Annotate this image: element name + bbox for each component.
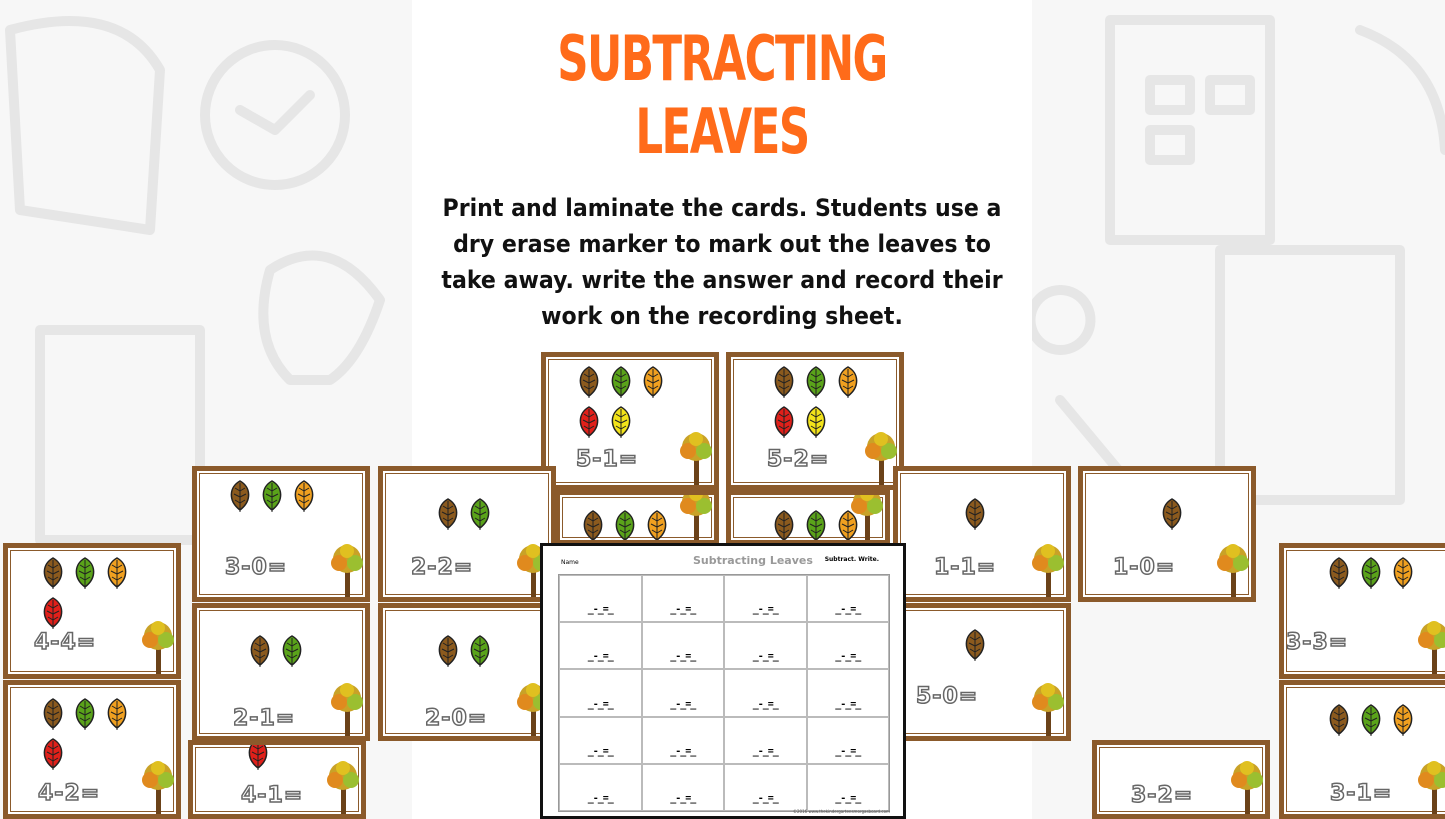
leaf-icon xyxy=(72,697,98,731)
leaf-icon xyxy=(40,737,66,771)
leaf-icon xyxy=(1326,556,1352,590)
sheet-cell: _-_=_ xyxy=(807,575,890,622)
autumn-tree-icon xyxy=(1229,758,1265,814)
card-equation: 4-2= xyxy=(38,781,101,806)
instructions-text: Print and laminate the cards. Students use a dry erase marker to mark out the leaves to take away. write the answer and record their work on the recording sheet. xyxy=(441,194,1003,330)
sheet-cell: _-_=_ xyxy=(724,717,807,764)
leaf-icon xyxy=(227,479,253,513)
task-card xyxy=(726,352,904,490)
leaf-icon xyxy=(644,509,670,543)
sheet-cell: _-_=_ xyxy=(559,622,642,669)
leaf-icon xyxy=(467,497,493,531)
autumn-tree-icon xyxy=(678,429,714,485)
task-card xyxy=(893,466,1071,602)
leaf-icon xyxy=(104,556,130,590)
leaf-icon xyxy=(1358,703,1384,737)
task-card xyxy=(541,352,719,490)
sheet-cell: _-_=_ xyxy=(559,764,642,811)
card-equation: 3-2= xyxy=(1131,783,1194,808)
sheet-cell: _-_=_ xyxy=(642,717,725,764)
task-card xyxy=(893,603,1071,741)
card-equation: 3-0= xyxy=(225,555,288,580)
leaf-icon xyxy=(245,740,271,771)
task-card xyxy=(192,603,370,741)
sheet-cell: _-_=_ xyxy=(807,622,890,669)
card-equation: 4-1= xyxy=(241,783,304,808)
autumn-tree-icon xyxy=(1215,541,1251,597)
card-leaves xyxy=(771,365,881,439)
sheet-cell: _-_=_ xyxy=(807,669,890,716)
card-equation: 5-1= xyxy=(576,447,639,472)
card-equation: 2-1= xyxy=(233,706,296,731)
task-card xyxy=(3,543,181,679)
sheet-instructions: Subtract. Write. xyxy=(824,556,879,563)
card-leaves xyxy=(1326,703,1436,737)
leaf-icon xyxy=(247,634,273,668)
leaf-icon xyxy=(771,365,797,399)
leaf-icon xyxy=(104,697,130,731)
leaf-icon xyxy=(771,509,797,543)
leaf-icon xyxy=(40,556,66,590)
leaf-icon xyxy=(962,497,988,531)
card-leaves xyxy=(580,509,690,543)
autumn-tree-icon xyxy=(1030,680,1066,736)
leaf-icon xyxy=(259,479,285,513)
leaf-icon xyxy=(40,596,66,630)
card-equation: 3-1= xyxy=(1330,781,1393,806)
sheet-cell: _-_=_ xyxy=(807,717,890,764)
autumn-tree-icon xyxy=(849,490,885,540)
leaf-icon xyxy=(1358,556,1384,590)
leaf-icon xyxy=(608,405,634,439)
task-card xyxy=(1279,543,1445,679)
leaf-icon xyxy=(435,634,461,668)
leaf-icon xyxy=(803,365,829,399)
sheet-cell: _-_=_ xyxy=(807,764,890,811)
leaf-icon xyxy=(279,634,305,668)
leaf-icon xyxy=(72,556,98,590)
sheet-cell: _-_=_ xyxy=(559,717,642,764)
leaf-icon xyxy=(612,509,638,543)
leaf-icon xyxy=(835,365,861,399)
card-leaves xyxy=(962,628,1071,662)
leaf-icon xyxy=(435,497,461,531)
autumn-tree-icon xyxy=(329,680,365,736)
sheet-cell: _-_=_ xyxy=(724,669,807,716)
leaf-icon xyxy=(1390,703,1416,737)
task-card xyxy=(378,466,556,602)
card-equation: 5-0= xyxy=(916,684,979,709)
card-leaves xyxy=(40,556,150,630)
leaf-icon xyxy=(576,405,602,439)
leaf-icon xyxy=(291,479,317,513)
sheet-cell: _-_=_ xyxy=(642,669,725,716)
autumn-tree-icon xyxy=(140,618,176,674)
recording-sheet xyxy=(540,543,906,819)
card-leaves xyxy=(962,497,1071,531)
leaf-icon xyxy=(640,365,666,399)
card-leaves xyxy=(227,479,337,513)
autumn-tree-icon xyxy=(325,758,361,814)
leaf-icon xyxy=(467,634,493,668)
leaf-icon xyxy=(576,365,602,399)
leaf-icon xyxy=(580,509,606,543)
card-equation: 1-1= xyxy=(934,555,997,580)
card-leaves xyxy=(435,634,545,668)
sheet-cell: _-_=_ xyxy=(559,575,642,622)
sheet-footer: ©2016 www.thekindergartensmorgasboard.com xyxy=(793,809,890,814)
task-card xyxy=(188,740,366,819)
card-equation: 4-4= xyxy=(34,630,97,655)
sheet-cell: _-_=_ xyxy=(642,575,725,622)
card-leaves xyxy=(40,697,150,771)
card-leaves xyxy=(1326,556,1436,590)
sheet-cell: _-_=_ xyxy=(724,622,807,669)
sheet-name-label: Name xyxy=(561,559,579,566)
page-title: SUBTRACTING LEAVES xyxy=(557,22,887,168)
sheet-cell: _-_=_ xyxy=(642,622,725,669)
sheet-cell: _-_=_ xyxy=(642,764,725,811)
card-equation: 1-0= xyxy=(1113,555,1176,580)
task-card xyxy=(192,466,370,602)
card-leaves xyxy=(435,497,545,531)
card-equation: 2-2= xyxy=(411,555,474,580)
leaf-icon xyxy=(608,365,634,399)
sheet-cell: _-_=_ xyxy=(724,764,807,811)
sheet-cell: _-_=_ xyxy=(559,669,642,716)
autumn-tree-icon xyxy=(1416,758,1445,814)
card-leaves xyxy=(576,365,686,439)
leaf-icon xyxy=(1159,497,1185,531)
autumn-tree-icon xyxy=(1030,541,1066,597)
task-card xyxy=(1279,680,1445,819)
task-card xyxy=(1078,466,1256,602)
leaf-icon xyxy=(1390,556,1416,590)
leaf-icon xyxy=(962,628,988,662)
card-leaves xyxy=(1159,497,1256,531)
autumn-tree-icon xyxy=(1416,618,1445,674)
card-equation: 3-3= xyxy=(1286,630,1349,655)
leaf-icon xyxy=(40,697,66,731)
autumn-tree-icon xyxy=(329,541,365,597)
leaf-icon xyxy=(803,405,829,439)
leaf-icon xyxy=(803,509,829,543)
leaf-icon xyxy=(1326,703,1352,737)
task-card xyxy=(726,490,890,545)
task-card xyxy=(378,603,556,741)
task-card xyxy=(3,680,181,819)
card-leaves xyxy=(247,634,357,668)
leaf-icon xyxy=(771,405,797,439)
task-card xyxy=(1092,740,1270,819)
sheet-grid xyxy=(558,574,890,812)
sheet-cell: _-_=_ xyxy=(724,575,807,622)
autumn-tree-icon xyxy=(140,758,176,814)
autumn-tree-icon xyxy=(678,490,714,540)
card-equation: 5-2= xyxy=(767,447,830,472)
task-card xyxy=(555,490,719,545)
sheet-title: Subtracting Leaves xyxy=(693,554,813,567)
card-equation: 2-0= xyxy=(425,706,488,731)
